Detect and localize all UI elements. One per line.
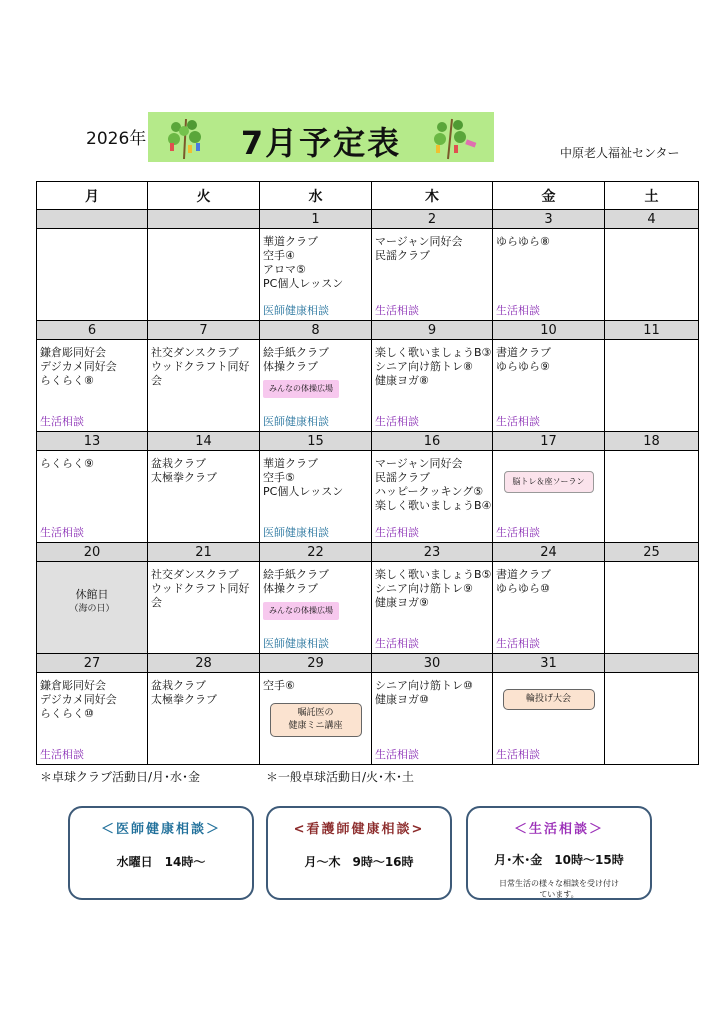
- activity-list: [148, 562, 259, 610]
- activity-item: デジカメ同好会: [40, 693, 117, 706]
- date-number: 3: [493, 210, 605, 229]
- event-box: [270, 703, 362, 737]
- activity-list: [260, 562, 371, 620]
- banner-title: 7月予定表: [240, 124, 402, 162]
- date-number: 21: [148, 543, 260, 562]
- calendar-table: [36, 181, 699, 765]
- weekday-wed: 水: [260, 182, 372, 210]
- date-number: 2: [372, 210, 493, 229]
- consultation-label: 医師健康相談: [263, 304, 329, 317]
- activity-list: [493, 340, 604, 374]
- date-number: 30: [372, 654, 493, 673]
- card-life-consultation: [466, 806, 652, 900]
- activity-item: 太極拳クラブ: [151, 471, 217, 484]
- activity-list: [148, 673, 259, 707]
- date-number: 11: [605, 321, 699, 340]
- activity-item: 盆栽クラブ: [151, 679, 206, 692]
- date-number: 15: [260, 432, 372, 451]
- date-number: 29: [260, 654, 372, 673]
- activity-item: 楽しく歌いましょうB③: [375, 346, 492, 359]
- day-cell: [605, 451, 699, 543]
- activity-list: [372, 340, 492, 388]
- activity-item: 民謡クラブ: [375, 471, 430, 484]
- consultation-label: 生活相談: [496, 637, 540, 650]
- activity-item: ウッドクラフト同好会: [151, 360, 250, 387]
- day-cell: [148, 340, 260, 432]
- consultation-label: 生活相談: [40, 415, 84, 428]
- card-time: 水曜日 14時～: [116, 855, 206, 869]
- consultation-label: 医師健康相談: [263, 526, 329, 539]
- day-cell: [605, 562, 699, 654]
- activity-list: [493, 562, 604, 596]
- activity-list: [605, 229, 698, 235]
- day-cell: [37, 229, 148, 321]
- date-row: [37, 654, 699, 673]
- date-number: 22: [260, 543, 372, 562]
- tanabata-bamboo-right-icon: [430, 115, 480, 161]
- activity-item: 健康ヨガ⑩: [375, 693, 429, 706]
- day-cell: [493, 451, 605, 543]
- card-subtext: 日常生活の様々な相談を受け付けています。: [499, 879, 619, 899]
- date-number: 20: [37, 543, 148, 562]
- activity-item: 社交ダンスクラブ: [151, 568, 239, 581]
- activity-list: [260, 229, 371, 291]
- activity-item: 楽しく歌いましょうB④: [375, 499, 492, 512]
- activity-item: 絵手紙クラブ: [263, 568, 329, 581]
- note-table-tennis-club: ＊卓球クラブ活動日/月･水･金: [40, 770, 201, 784]
- day-cell: [260, 673, 372, 765]
- activity-item: アロマ⑤: [263, 263, 306, 276]
- closed-reason: （海の日）: [69, 604, 115, 614]
- weekday-header-row: [37, 182, 699, 210]
- activity-item: らくらく⑧: [40, 374, 94, 387]
- day-cell: [372, 451, 493, 543]
- day-cell: [260, 229, 372, 321]
- activity-item: 盆栽クラブ: [151, 457, 206, 470]
- date-number: 8: [260, 321, 372, 340]
- activity-item: シニア向け筋トレ⑨: [375, 582, 473, 595]
- consultation-label: 医師健康相談: [263, 415, 329, 428]
- activity-item: 体操クラブ: [263, 582, 318, 595]
- activity-item: 鎌倉彫同好会: [40, 346, 106, 359]
- card-time: 月～木 9時～16時: [304, 855, 414, 869]
- date-number: 25: [605, 543, 699, 562]
- year-label: 2026年: [86, 129, 147, 149]
- weekday-mon: 月: [37, 182, 148, 210]
- activity-item: 社交ダンスクラブ: [151, 346, 239, 359]
- activity-item: マージャン同好会: [375, 457, 463, 470]
- date-row: [37, 321, 699, 340]
- activity-list: [372, 562, 492, 610]
- activity-list: [260, 673, 371, 693]
- activity-item: 空手④: [263, 249, 295, 262]
- consultation-label: 生活相談: [496, 526, 540, 539]
- note-general-table-tennis: ＊一般卓球活動日/火･木･土: [266, 770, 415, 784]
- activity-list: [260, 340, 371, 398]
- title-banner: [148, 112, 494, 162]
- date-number: 4: [605, 210, 699, 229]
- day-cell: [148, 229, 260, 321]
- activity-item: 空手⑤: [263, 471, 295, 484]
- consultation-label: 生活相談: [375, 748, 419, 761]
- consultation-label: 生活相談: [496, 748, 540, 761]
- activity-list: [372, 673, 492, 707]
- date-number: 1: [260, 210, 372, 229]
- event-pill: みんなの体操広場: [263, 380, 339, 398]
- activity-item: 太極拳クラブ: [151, 693, 217, 706]
- day-cell: [372, 340, 493, 432]
- consultation-label: 生活相談: [375, 415, 419, 428]
- activity-item: らくらく⑩: [40, 707, 94, 720]
- closed-label: 休館日: [75, 588, 109, 601]
- activity-item: 絵手紙クラブ: [263, 346, 329, 359]
- day-cell: [148, 451, 260, 543]
- consultation-label: 生活相談: [375, 304, 419, 317]
- activity-list: [493, 451, 604, 457]
- card-heading: ＜生活相談＞: [513, 822, 604, 837]
- day-cell: [372, 229, 493, 321]
- activity-list: [260, 451, 371, 499]
- day-cell: [605, 229, 699, 321]
- activity-list: [148, 229, 259, 235]
- activity-item: シニア向け筋トレ⑩: [375, 679, 473, 692]
- activity-item: デジカメ同好会: [40, 360, 117, 373]
- day-cell: [493, 673, 605, 765]
- activity-item: PC個人レッスン: [263, 277, 344, 290]
- weekday-tue: 火: [148, 182, 260, 210]
- date-number: [605, 654, 699, 673]
- activity-item: 書道クラブ: [496, 346, 551, 359]
- date-row: [37, 210, 699, 229]
- activity-row: [37, 451, 699, 543]
- activity-item: 空手⑥: [263, 679, 295, 692]
- day-cell: [605, 340, 699, 432]
- event-box: [503, 689, 595, 710]
- event-pill: 脳トレ＆座ソーラン: [504, 471, 594, 493]
- activity-item: 書道クラブ: [496, 568, 551, 581]
- activity-list: [605, 673, 698, 679]
- activity-list: [37, 673, 147, 721]
- activity-list: [37, 451, 147, 471]
- activity-item: ゆらゆら⑧: [496, 235, 550, 248]
- date-number: 16: [372, 432, 493, 451]
- activity-item: ゆらゆら⑩: [496, 582, 550, 595]
- card-doctor-consultation: [68, 806, 254, 900]
- activity-item: マージャン同好会: [375, 235, 463, 248]
- day-cell: [37, 451, 148, 543]
- day-cell: [493, 229, 605, 321]
- weekday-sat: 土: [605, 182, 699, 210]
- date-number: 28: [148, 654, 260, 673]
- day-cell: [148, 562, 260, 654]
- activity-list: [37, 340, 147, 388]
- activity-item: らくらく⑨: [40, 457, 94, 470]
- date-number: 17: [493, 432, 605, 451]
- day-cell: [260, 451, 372, 543]
- activity-item: 健康ヨガ⑨: [375, 596, 429, 609]
- activity-item: 体操クラブ: [263, 360, 318, 373]
- day-cell: [260, 340, 372, 432]
- date-row: [37, 432, 699, 451]
- activity-list: [148, 451, 259, 485]
- card-time: 月･木･金 10時～15時: [494, 853, 624, 867]
- activity-list: [605, 340, 698, 346]
- day-cell: [493, 340, 605, 432]
- date-number: [37, 210, 148, 229]
- activity-item: シニア向け筋トレ⑧: [375, 360, 473, 373]
- day-cell: [493, 562, 605, 654]
- activity-item: ゆらゆら⑨: [496, 360, 550, 373]
- day-cell: [148, 673, 260, 765]
- date-number: 18: [605, 432, 699, 451]
- activity-item: PC個人レッスン: [263, 485, 344, 498]
- weekday-thu: 木: [372, 182, 493, 210]
- date-number: 27: [37, 654, 148, 673]
- consultation-label: 生活相談: [496, 304, 540, 317]
- day-cell: [37, 562, 148, 654]
- date-number: 6: [37, 321, 148, 340]
- consultation-label: 生活相談: [40, 748, 84, 761]
- event-box-line: 輪投げ大会: [525, 694, 571, 704]
- consultation-label: 医師健康相談: [263, 637, 329, 650]
- day-cell: [605, 673, 699, 765]
- consultation-label: 生活相談: [375, 526, 419, 539]
- date-number: 24: [493, 543, 605, 562]
- activity-list: [372, 229, 492, 263]
- activity-row: [37, 673, 699, 765]
- day-cell: [37, 340, 148, 432]
- card-nurse-consultation: [266, 806, 452, 900]
- event-box-line: 健康ミニ講座: [288, 721, 343, 731]
- activity-list: [148, 340, 259, 388]
- consultation-label: 生活相談: [375, 637, 419, 650]
- date-number: [148, 210, 260, 229]
- event-pill: みんなの体操広場: [263, 602, 339, 620]
- activity-list: [493, 229, 604, 249]
- date-number: 10: [493, 321, 605, 340]
- activity-item: 楽しく歌いましょうB⑤: [375, 568, 492, 581]
- weekday-fri: 金: [493, 182, 605, 210]
- activity-item: ハッピークッキング⑤: [375, 485, 484, 498]
- day-cell: [37, 673, 148, 765]
- activity-list: [372, 451, 492, 513]
- center-name: 中原老人福祉センター: [560, 146, 680, 160]
- activity-row: [37, 229, 699, 321]
- date-row: [37, 543, 699, 562]
- activity-list: [605, 451, 698, 457]
- consultation-label: 生活相談: [496, 415, 540, 428]
- activity-list: [37, 229, 147, 235]
- day-cell: [372, 562, 493, 654]
- day-cell: [372, 673, 493, 765]
- activity-list: [605, 562, 698, 568]
- card-heading: ＜医師健康相談＞: [100, 822, 221, 837]
- date-number: 9: [372, 321, 493, 340]
- card-heading: <看護師健康相談>: [293, 822, 425, 837]
- day-cell: [260, 562, 372, 654]
- activity-item: 民謡クラブ: [375, 249, 430, 262]
- activity-row: [37, 340, 699, 432]
- activity-row: [37, 562, 699, 654]
- activity-list: [493, 673, 604, 679]
- date-number: 23: [372, 543, 493, 562]
- consultation-label: 生活相談: [40, 526, 84, 539]
- activity-item: 華道クラブ: [263, 457, 318, 470]
- activity-item: 華道クラブ: [263, 235, 318, 248]
- date-number: 13: [37, 432, 148, 451]
- event-box-line: 嘱託医の: [297, 708, 334, 718]
- activity-item: 鎌倉彫同好会: [40, 679, 106, 692]
- date-number: 7: [148, 321, 260, 340]
- date-number: 14: [148, 432, 260, 451]
- activity-item: ウッドクラフト同好会: [151, 582, 250, 609]
- activity-item: 健康ヨガ⑧: [375, 374, 429, 387]
- date-number: 31: [493, 654, 605, 673]
